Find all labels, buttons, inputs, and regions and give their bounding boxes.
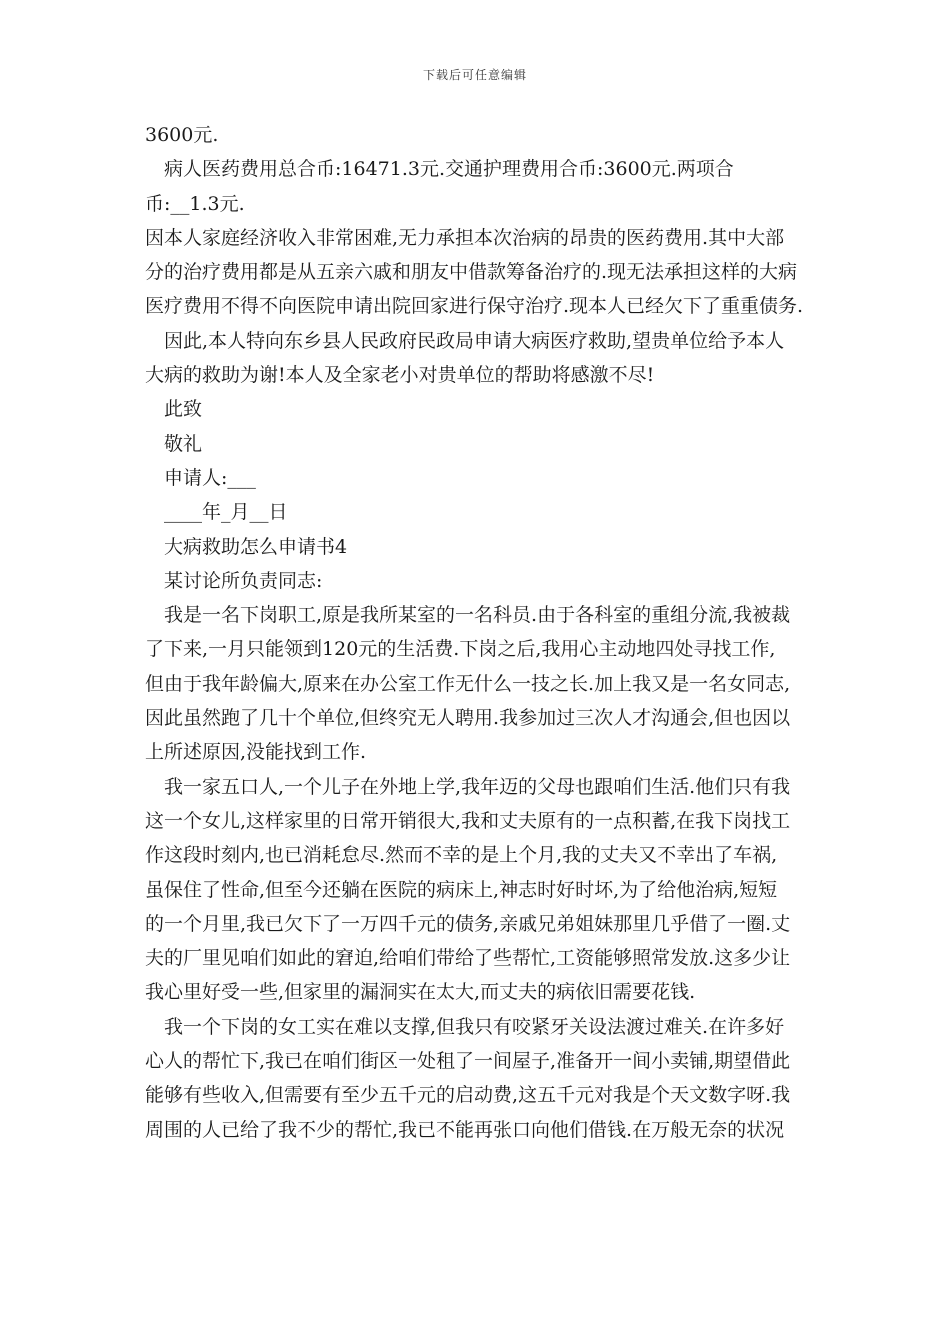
text-line: ____年_月__日 (164, 501, 288, 524)
text-line: 虽保住了性命,但至今还躺在医院的病床上,神志时好时坏,为了给他治病,短短 (145, 878, 778, 901)
text-line: 敬礼 (164, 432, 203, 455)
text-line: 此致 (164, 398, 203, 421)
text-line: 某讨论所负责同志: (164, 569, 323, 592)
text-line: 心人的帮忙下,我已在咱们街区一处租了一间屋子,准备开一间小卖铺,期望借此 (145, 1050, 791, 1073)
page-header: 下载后可任意编辑 (422, 68, 527, 82)
text-line: 上所述原因,没能找到工作. (145, 741, 367, 764)
text-line: 3600元. (145, 124, 219, 146)
text-line: 大病的救助为谢!本人及全家老小对贵单位的帮助将感激不尽! (145, 364, 655, 387)
text-line: 分的治疗费用都是从五亲六戚和朋友中借款筹备治疗的.现无法承担这样的大病 (145, 261, 798, 284)
text-line: 因本人家庭经济收入非常困难,无力承担本次治病的昂贵的医药费用.其中大部 (145, 226, 785, 249)
text-line: 我一家五口人,一个儿子在外地上学,我年迈的父母也跟咱们生活.他们只有我 (164, 775, 791, 798)
text-line: 因此,本人特向东乡县人民政府民政局申请大病医疗救助,望贵单位给予本人 (164, 329, 785, 352)
text-line: 因此虽然跑了几十个单位,但终究无人聘用.我参加过三次人才沟通会,但也因以 (145, 707, 791, 730)
text-line: 币:__1.3元. (145, 192, 245, 215)
text-line: 病人医药费用总合币:16471.3元.交通护理费用合币:3600元.两项合 (164, 158, 734, 181)
text-line: 周围的人已给了我不少的帮忙,我已不能再张口向他们借钱.在万般无奈的状况 (145, 1118, 785, 1141)
text-line: 我心里好受一些,但家里的漏洞实在太大,而丈夫的病依旧需要花钱. (145, 981, 696, 1004)
text-line: 夫的厂里见咱们如此的窘迫,给咱们带给了些帮忙,工资能够照常发放.这多少让 (145, 947, 791, 970)
text-line: 了下来,一月只能领到120元的生活费.下岗之后,我用心主动地四处寻找工作, (145, 638, 776, 661)
document-body (145, 118, 825, 1147)
text-line: 我是一名下岗职工,原是我所某室的一名科员.由于各科室的重组分流,我被裁 (164, 604, 791, 627)
text-line: 的一个月里,我已欠下了一万四千元的债务,亲戚兄弟姐妹那里几乎借了一圈.丈 (145, 912, 791, 935)
text-line: 但由于我年龄偏大,原来在办公室工作无什么一技之长.加上我又是一名女同志, (145, 672, 791, 695)
text-line: 医疗费用不得不向医院申请出院回家进行保守治疗.现本人已经欠下了重重债务. (145, 295, 804, 318)
text-line: 作这段时刻内,也已消耗怠尽.然而不幸的是上个月,我的丈夫又不幸出了车祸, (145, 844, 778, 867)
text-line: 能够有些收入,但需要有至少五千元的启动费,这五千元对我是个天文数字呀.我 (145, 1084, 791, 1107)
text-line: 大病救助怎么申请书4 (164, 535, 348, 558)
text-line: 我一个下岗的女工实在难以支撑,但我只有咬紧牙关设法渡过难关.在许多好 (164, 1015, 785, 1038)
text-line: 这一个女儿,这样家里的日常开销很大,我和丈夫原有的一点积蓄,在我下岗找工 (145, 809, 791, 832)
text-line: 申请人:___ (164, 466, 256, 489)
